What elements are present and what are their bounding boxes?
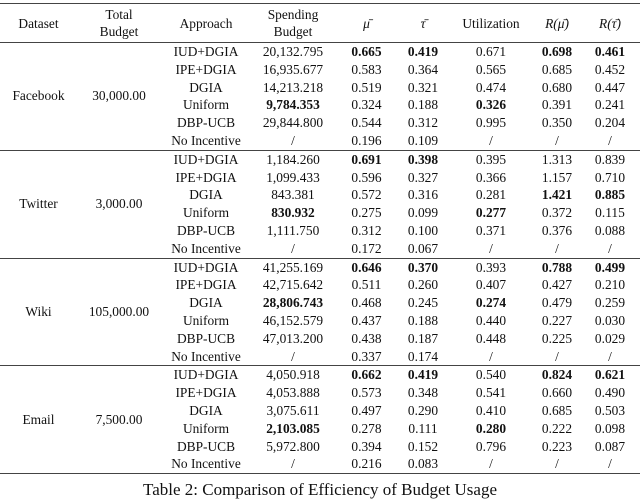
tau-cell: 0.364 bbox=[407, 61, 439, 77]
utilization-cell: 0.326 bbox=[475, 97, 507, 113]
approach-cell: Uniform bbox=[182, 312, 230, 328]
tau-cell: 0.419 bbox=[407, 367, 439, 383]
approach-cell: DBP-UCB bbox=[176, 222, 236, 238]
tau-cell: 0.348 bbox=[407, 385, 439, 401]
dataset-cell: Facebook bbox=[12, 88, 65, 104]
r-mu-cell: 0.824 bbox=[541, 367, 573, 383]
header-utilization: Utilization bbox=[462, 15, 520, 31]
approach-cell: DGIA bbox=[189, 187, 223, 203]
mu-cell: 0.172 bbox=[351, 240, 382, 256]
r-tau-cell: 0.204 bbox=[594, 115, 626, 131]
tau-cell: 0.100 bbox=[407, 222, 439, 238]
tau-cell: 0.109 bbox=[407, 132, 439, 148]
approach-cell: DBP-UCB bbox=[176, 330, 236, 346]
r-mu-cell: 0.376 bbox=[541, 222, 573, 238]
r-tau-cell: 0.098 bbox=[594, 420, 626, 436]
r-tau-cell: / bbox=[608, 240, 612, 256]
utilization-cell: 0.474 bbox=[475, 79, 507, 95]
approach-cell: DBP-UCB bbox=[176, 115, 236, 131]
tau-cell: 0.188 bbox=[407, 97, 439, 113]
mu-cell: 0.511 bbox=[351, 277, 382, 293]
tau-cell: 0.290 bbox=[407, 402, 439, 418]
r-tau-cell: 0.088 bbox=[594, 222, 626, 238]
utilization-cell: 0.410 bbox=[475, 402, 507, 418]
approach-cell: IPE+DGIA bbox=[175, 277, 237, 293]
table-row bbox=[0, 43, 640, 61]
mu-cell: 0.337 bbox=[351, 348, 382, 364]
approach-cell: IUD+DGIA bbox=[173, 259, 239, 275]
mu-cell: 0.646 bbox=[351, 259, 382, 275]
tau-cell: 0.083 bbox=[407, 456, 439, 472]
mu-cell: 0.312 bbox=[351, 222, 382, 238]
r-tau-cell: 0.490 bbox=[594, 385, 626, 401]
mu-cell: 0.394 bbox=[351, 438, 382, 454]
r-mu-cell: 0.225 bbox=[541, 330, 573, 346]
table-row bbox=[0, 258, 640, 276]
header-spending-line2: Budget bbox=[273, 24, 313, 39]
r-mu-cell: 0.350 bbox=[541, 115, 573, 131]
table-caption: Table 2: Comparison of Efficiency of Budget Usage bbox=[143, 480, 497, 499]
r-mu-cell: 1.421 bbox=[541, 187, 573, 203]
tau-cell: 0.067 bbox=[407, 240, 439, 256]
mu-cell: 0.691 bbox=[351, 151, 382, 167]
r-tau-cell: 0.503 bbox=[594, 402, 626, 418]
dataset-group-facebook bbox=[0, 43, 640, 151]
r-tau-cell: 0.461 bbox=[594, 44, 626, 59]
utilization-cell: 0.565 bbox=[475, 61, 507, 77]
approach-cell: IUD+DGIA bbox=[173, 151, 239, 167]
header-r-mu: R(μ̄) bbox=[545, 15, 569, 31]
mu-cell: 0.278 bbox=[351, 420, 382, 436]
r-tau-cell: 0.029 bbox=[594, 330, 626, 346]
tau-cell: 0.316 bbox=[407, 187, 439, 203]
spending-budget-cell: 830.932 bbox=[271, 205, 315, 221]
header-approach: Approach bbox=[179, 15, 233, 31]
total-budget-cell: 3,000.00 bbox=[95, 196, 143, 212]
utilization-cell: 0.371 bbox=[475, 222, 507, 238]
tau-cell: 0.111 bbox=[408, 420, 438, 436]
utilization-cell: 0.280 bbox=[475, 420, 507, 436]
spending-budget-cell: 5,972.800 bbox=[266, 438, 320, 454]
r-tau-cell: / bbox=[608, 456, 612, 472]
spending-budget-cell: 9,784.353 bbox=[266, 97, 320, 113]
spending-budget-cell: 14,213.218 bbox=[262, 79, 324, 95]
r-tau-cell: 0.452 bbox=[594, 61, 626, 77]
spending-budget-cell: 41,255.169 bbox=[262, 259, 324, 275]
mu-cell: 0.572 bbox=[351, 187, 382, 203]
r-mu-cell: / bbox=[555, 132, 559, 148]
mu-cell: 0.275 bbox=[351, 205, 382, 221]
spending-budget-cell: 47,013.200 bbox=[262, 330, 324, 346]
r-mu-cell: 0.227 bbox=[541, 312, 573, 328]
r-mu-cell: 0.788 bbox=[541, 259, 573, 275]
table-row bbox=[0, 150, 640, 168]
r-tau-cell: 0.259 bbox=[594, 295, 626, 311]
r-mu-cell: 0.698 bbox=[541, 44, 573, 59]
r-tau-cell: 0.030 bbox=[594, 312, 626, 328]
r-mu-cell: 0.685 bbox=[541, 61, 573, 77]
utilization-cell: 0.995 bbox=[475, 115, 507, 131]
total-budget-cell: 7,500.00 bbox=[95, 411, 143, 427]
header-dataset: Dataset bbox=[18, 15, 59, 31]
spending-budget-cell: 42,715.642 bbox=[262, 277, 324, 293]
dataset-group-twitter bbox=[0, 150, 640, 258]
r-tau-cell: 0.210 bbox=[594, 277, 626, 293]
r-mu-cell: 0.479 bbox=[541, 295, 573, 311]
mu-cell: 0.497 bbox=[351, 402, 382, 418]
utilization-cell: 0.448 bbox=[475, 330, 507, 346]
approach-cell: IPE+DGIA bbox=[175, 385, 237, 401]
approach-cell: No Incentive bbox=[171, 348, 241, 364]
tau-cell: 0.099 bbox=[407, 205, 439, 221]
mu-cell: 0.662 bbox=[351, 367, 382, 383]
r-mu-cell: 1.313 bbox=[541, 151, 573, 167]
header-tau: τ̄ bbox=[420, 15, 426, 31]
utilization-cell: / bbox=[489, 240, 493, 256]
table-row bbox=[0, 366, 640, 384]
tau-cell: 0.312 bbox=[407, 115, 439, 131]
spending-budget-cell: 3,075.611 bbox=[266, 402, 320, 418]
utilization-cell: 0.796 bbox=[475, 438, 507, 454]
utilization-cell: 0.671 bbox=[475, 44, 507, 59]
utilization-cell: 0.393 bbox=[475, 259, 507, 275]
header-spending-budget bbox=[251, 4, 335, 43]
mu-cell: 0.196 bbox=[351, 132, 382, 148]
r-tau-cell: / bbox=[608, 348, 612, 364]
spending-budget-cell: / bbox=[291, 348, 295, 364]
tau-cell: 0.245 bbox=[407, 295, 439, 311]
spending-budget-cell: 20,132.795 bbox=[262, 44, 324, 59]
mu-cell: 0.583 bbox=[351, 61, 382, 77]
approach-cell: IUD+DGIA bbox=[173, 367, 239, 383]
r-mu-cell: 0.680 bbox=[541, 79, 573, 95]
spending-budget-cell: / bbox=[291, 132, 295, 148]
header-r-tau: R(τ̄) bbox=[599, 15, 621, 31]
header-total-budget bbox=[77, 4, 161, 43]
header-total-budget-line1: Total bbox=[105, 7, 133, 22]
r-tau-cell: 0.710 bbox=[594, 169, 626, 185]
utilization-cell: 0.541 bbox=[475, 385, 507, 401]
tau-cell: 0.419 bbox=[407, 44, 439, 59]
header-spending-line1: Spending bbox=[267, 7, 319, 22]
utilization-cell: 0.366 bbox=[475, 169, 507, 185]
spending-budget-cell: / bbox=[291, 456, 295, 472]
mu-cell: 0.216 bbox=[351, 456, 382, 472]
dataset-group-email bbox=[0, 366, 640, 474]
mu-cell: 0.665 bbox=[351, 44, 382, 59]
r-mu-cell: 0.685 bbox=[541, 402, 573, 418]
r-mu-cell: 0.660 bbox=[541, 385, 573, 401]
tau-cell: 0.260 bbox=[407, 277, 439, 293]
tau-cell: 0.321 bbox=[407, 79, 439, 95]
r-tau-cell: 0.499 bbox=[594, 259, 626, 275]
r-tau-cell: 0.115 bbox=[595, 205, 625, 221]
tau-cell: 0.188 bbox=[407, 312, 439, 328]
mu-cell: 0.468 bbox=[351, 295, 382, 311]
spending-budget-cell: 29,844.800 bbox=[262, 115, 324, 131]
spending-budget-cell: 843.381 bbox=[271, 187, 315, 203]
approach-cell: IPE+DGIA bbox=[175, 61, 237, 77]
dataset-group-wiki bbox=[0, 258, 640, 366]
approach-cell: DGIA bbox=[189, 295, 223, 311]
approach-cell: No Incentive bbox=[171, 240, 241, 256]
r-mu-cell: / bbox=[555, 456, 559, 472]
spending-budget-cell: 1,099.433 bbox=[266, 169, 320, 185]
utilization-cell: / bbox=[489, 348, 493, 364]
approach-cell: IPE+DGIA bbox=[175, 169, 237, 185]
table-header bbox=[0, 4, 640, 43]
approach-cell: Uniform bbox=[182, 205, 230, 221]
utilization-cell: 0.281 bbox=[475, 187, 507, 203]
results-table bbox=[0, 3, 640, 474]
approach-cell: No Incentive bbox=[171, 456, 241, 472]
mu-cell: 0.324 bbox=[351, 97, 382, 113]
utilization-cell: 0.440 bbox=[475, 312, 507, 328]
mu-cell: 0.519 bbox=[351, 79, 382, 95]
r-mu-cell: 0.427 bbox=[541, 277, 573, 293]
r-tau-cell: 0.621 bbox=[594, 367, 626, 383]
spending-budget-cell: 4,053.888 bbox=[266, 385, 320, 401]
approach-cell: IUD+DGIA bbox=[173, 44, 239, 59]
spending-budget-cell: 46,152.579 bbox=[262, 312, 324, 328]
utilization-cell: 0.274 bbox=[475, 295, 507, 311]
mu-cell: 0.437 bbox=[351, 312, 382, 328]
r-mu-cell: 0.372 bbox=[541, 205, 573, 221]
approach-cell: No Incentive bbox=[171, 132, 241, 148]
spending-budget-cell: 2,103.085 bbox=[266, 420, 320, 436]
tau-cell: 0.370 bbox=[407, 259, 439, 275]
tau-cell: 0.187 bbox=[407, 330, 439, 346]
approach-cell: Uniform bbox=[182, 420, 230, 436]
header-mu: μ̄ bbox=[363, 15, 370, 31]
header-total-budget-line2: Budget bbox=[99, 24, 139, 39]
total-budget-cell: 105,000.00 bbox=[88, 304, 150, 320]
spending-budget-cell: 1,111.750 bbox=[266, 222, 320, 238]
tau-cell: 0.174 bbox=[407, 348, 439, 364]
mu-cell: 0.596 bbox=[351, 169, 382, 185]
utilization-cell: 0.540 bbox=[475, 367, 507, 383]
mu-cell: 0.438 bbox=[351, 330, 382, 346]
mu-cell: 0.573 bbox=[351, 385, 382, 401]
spending-budget-cell: 28,806.743 bbox=[262, 295, 324, 311]
utilization-cell: 0.407 bbox=[475, 277, 507, 293]
approach-cell: DGIA bbox=[189, 402, 223, 418]
r-tau-cell: 0.447 bbox=[594, 79, 626, 95]
utilization-cell: 0.277 bbox=[475, 205, 507, 221]
dataset-cell: Twitter bbox=[19, 196, 58, 212]
dataset-cell: Wiki bbox=[25, 304, 52, 320]
utilization-cell: 0.395 bbox=[475, 151, 507, 167]
spending-budget-cell: / bbox=[291, 240, 295, 256]
tau-cell: 0.152 bbox=[407, 438, 439, 454]
utilization-cell: / bbox=[489, 132, 493, 148]
spending-budget-cell: 16,935.677 bbox=[262, 61, 324, 77]
r-mu-cell: / bbox=[555, 348, 559, 364]
dataset-cell: Email bbox=[22, 411, 55, 427]
r-mu-cell: 0.222 bbox=[541, 420, 573, 436]
r-tau-cell: 0.839 bbox=[594, 151, 626, 167]
approach-cell: DGIA bbox=[189, 79, 223, 95]
spending-budget-cell: 4,050.918 bbox=[266, 367, 320, 383]
r-mu-cell: 1.157 bbox=[541, 169, 573, 185]
approach-cell: DBP-UCB bbox=[176, 438, 236, 454]
tau-cell: 0.398 bbox=[407, 151, 439, 167]
utilization-cell: / bbox=[489, 456, 493, 472]
r-mu-cell: 0.223 bbox=[541, 438, 573, 454]
r-tau-cell: 0.087 bbox=[594, 438, 626, 454]
total-budget-cell: 30,000.00 bbox=[92, 88, 146, 104]
r-mu-cell: 0.391 bbox=[541, 97, 573, 113]
r-mu-cell: / bbox=[555, 240, 559, 256]
r-tau-cell: 0.885 bbox=[594, 187, 626, 203]
tau-cell: 0.327 bbox=[407, 169, 439, 185]
approach-cell: Uniform bbox=[182, 97, 230, 113]
r-tau-cell: / bbox=[608, 132, 612, 148]
spending-budget-cell: 1,184.260 bbox=[266, 151, 320, 167]
r-tau-cell: 0.241 bbox=[594, 97, 626, 113]
mu-cell: 0.544 bbox=[351, 115, 382, 131]
